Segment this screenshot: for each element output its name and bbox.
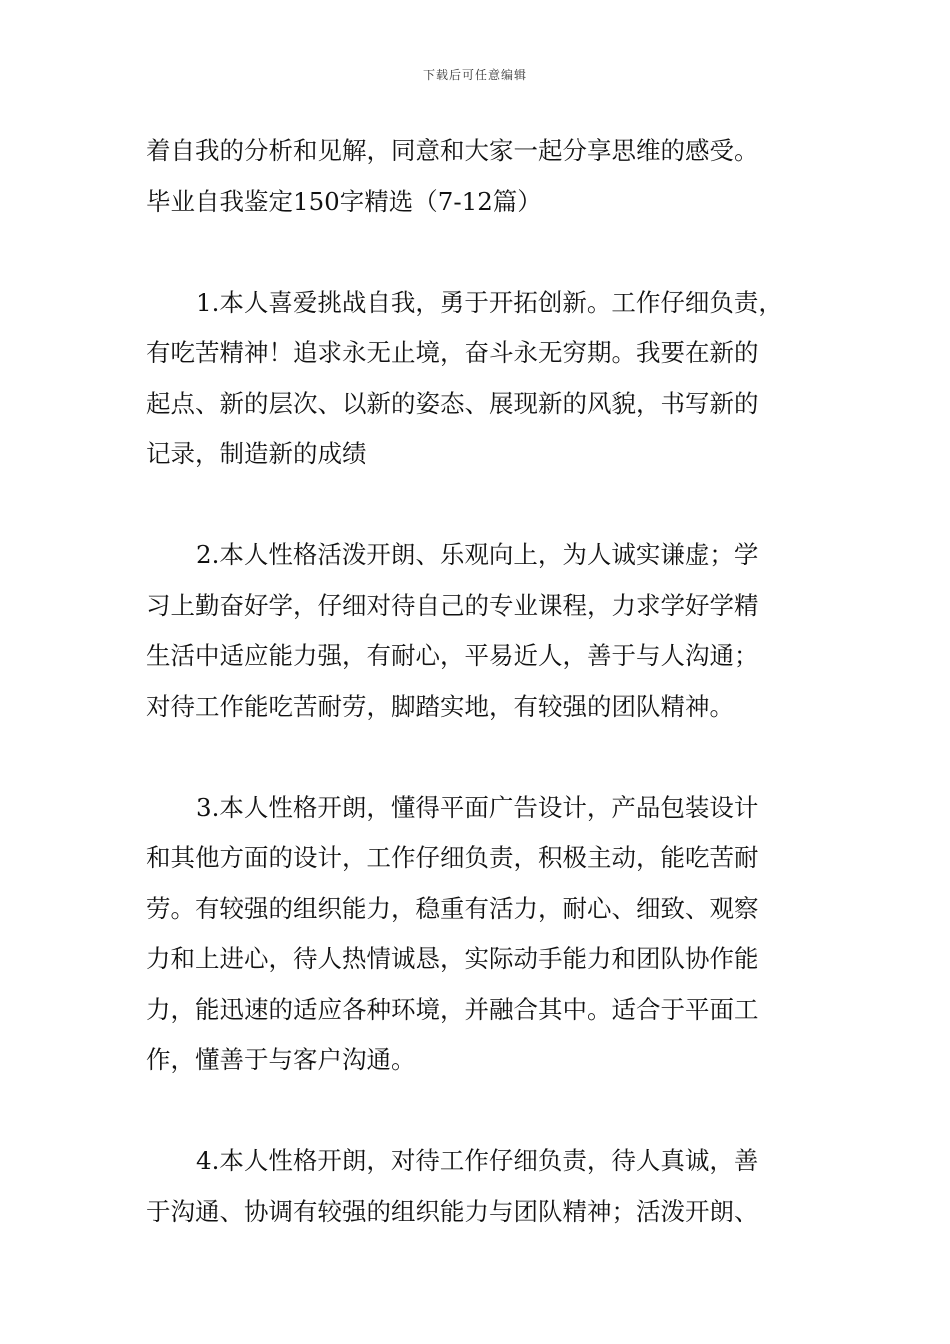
paragraph-2 bbox=[146, 530, 814, 732]
paragraph-4 bbox=[146, 1136, 814, 1237]
intro-line: 着自我的分析和见解，同意和大家一起分享思维的感受。 bbox=[146, 136, 759, 165]
paragraph-gap bbox=[146, 732, 814, 783]
paragraph-line: 作，懂善于与客户沟通。 bbox=[146, 1045, 416, 1074]
section-title: 毕业自我鉴定150字精选（7-12篇） bbox=[146, 186, 542, 216]
paragraph-line: 有吃苦精神！追求永无止境，奋斗永无穷期。我要在新的 bbox=[146, 338, 759, 367]
paragraph-line: 和其他方面的设计，工作仔细负责，积极主动，能吃苦耐 bbox=[146, 843, 759, 872]
paragraph-line: 4.本人性格开朗，对待工作仔细负责，待人真诚，善 bbox=[196, 1146, 759, 1175]
paragraph-line: 力，能迅速的适应各种环境，并融合其中。适合于平面工 bbox=[146, 994, 759, 1024]
document-body bbox=[146, 126, 814, 1237]
paragraph-gap bbox=[146, 227, 814, 278]
paragraph-line: 劳。有较强的组织能力，稳重有活力，耐心、细致、观察 bbox=[146, 893, 759, 923]
paragraph-line: 力和上进心，待人热情诚恳，实际动手能力和团队协作能 bbox=[146, 944, 759, 973]
paragraph-3 bbox=[146, 783, 814, 1086]
paragraph-line: 起点、新的层次、以新的姿态、展现新的风貌，书写新的 bbox=[146, 388, 759, 418]
header-note: 下载后可任意编辑 bbox=[422, 68, 527, 82]
paragraph-gap bbox=[146, 1086, 814, 1137]
paragraph-line: 3.本人性格开朗，懂得平面广告设计，产品包装设计 bbox=[196, 792, 759, 822]
paragraph-gap bbox=[146, 480, 814, 531]
paragraph-line: 生活中适应能力强，有耐心，平易近人，善于与人沟通； bbox=[146, 641, 759, 670]
paragraph-line: 记录，制造新的成绩 bbox=[146, 439, 367, 468]
paragraph-line: 习上勤奋好学，仔细对待自己的专业课程，力求学好学精 bbox=[146, 590, 759, 620]
paragraph-line: 对待工作能吃苦耐劳，脚踏实地，有较强的团队精神。 bbox=[146, 691, 734, 721]
paragraph-line: 2.本人性格活泼开朗、乐观向上，为人诚实谦虚；学 bbox=[196, 540, 759, 569]
paragraph-line: 1.本人喜爱挑战自我，勇于开拓创新。工作仔细负责， bbox=[196, 287, 783, 317]
paragraph-1 bbox=[146, 278, 814, 480]
paragraph-line: 于沟通、协调有较强的组织能力与团队精神；活泼开朗、 bbox=[146, 1196, 759, 1226]
